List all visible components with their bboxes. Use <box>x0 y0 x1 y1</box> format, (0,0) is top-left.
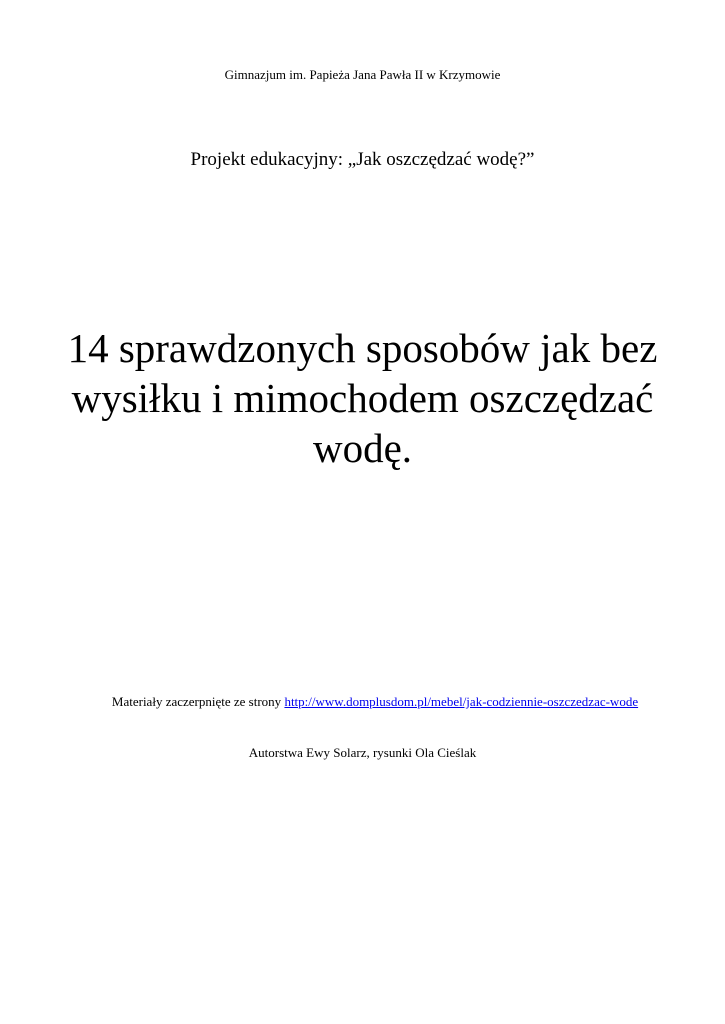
source-link[interactable]: http://www.domplusdom.pl/mebel/jak-codziennie-oszczedzac-wode <box>284 694 639 709</box>
author-credit: Autorstwa Ewy Solarz, rysunki Ola Cieślak <box>248 745 477 760</box>
project-heading: Projekt edukacyjny: „Jak oszczędzać wodę?” <box>190 149 535 170</box>
school-name: Gimnazjum im. Papieża Jana Pawła II w Krzymowie <box>224 67 501 82</box>
source-prefix: Materiały zaczerpnięte ze strony <box>111 694 285 709</box>
source-line <box>70 693 680 710</box>
main-title: 14 sprawdzonych sposobów jak bez wysiłku i mimochodem oszczędzać wodę. <box>67 325 658 471</box>
